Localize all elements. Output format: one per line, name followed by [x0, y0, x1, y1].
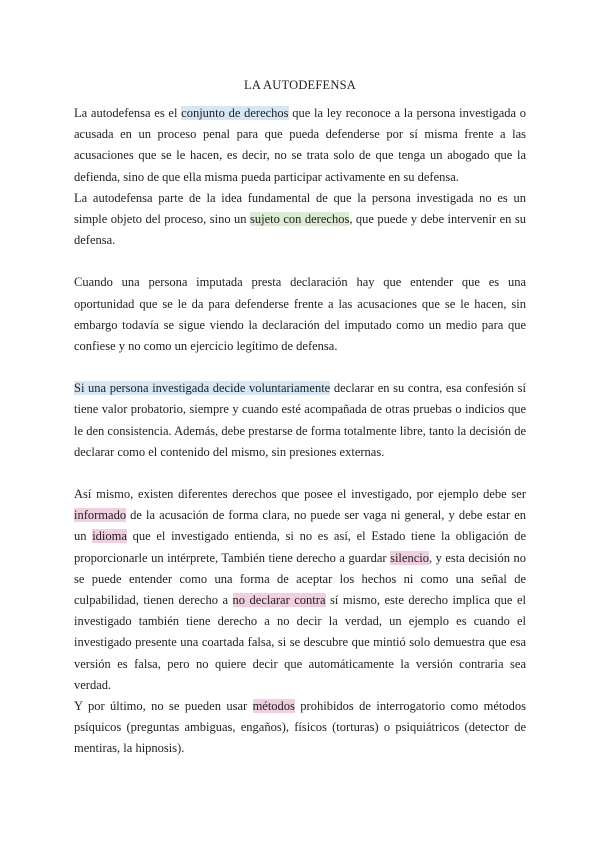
text-segment: , y esta decisión no se puede entender como una forma de aceptar los hechos ni como una señal de culpabilidad, tienen derecho a: [74, 550, 526, 608]
highlight-decide-voluntariamente: Si una persona investigada decide voluntariamente: [74, 381, 331, 396]
text-segment: declarar en su contra, esa confesión sí tiene valor probatorio, siempre y cuando esté acompañada de otras pruebas o indicios que le den consistencia. Además, debe prestarse de forma totalmente libre, tanto la decisión de declarar como el contenido del mismo, sin presiones externas.: [74, 381, 526, 459]
document-body: [74, 103, 526, 760]
text-segment: La autodefensa parte de la idea fundamental de que la persona investigada no es un simple objeto del proceso, sino un: [74, 190, 526, 227]
highlight-sujeto-con-derechos: sujeto con derechos: [250, 212, 350, 227]
highlight-silencio: silencio: [390, 550, 429, 565]
highlight-conjunto-de-derechos: conjunto de derechos: [181, 106, 289, 120]
text-segment: sí mismo, este derecho implica que el investigado también tiene derecho a no decir la verdad, un ejemplo es cuando el investigado presente una coartada falsa, si se descubre que mintió solo demuestra que esa versión es falsa, pero no quiere decir que automáticamente la versión contraria sea verdad.: [74, 593, 526, 692]
paragraph-confesion: [74, 378, 526, 463]
highlight-idioma: idioma: [92, 529, 127, 544]
document-title: LA AUTODEFENSA: [244, 78, 356, 92]
paragraph-fundamental-idea: [74, 188, 526, 252]
highlight-no-declarar-contra: no declarar contra: [232, 593, 326, 608]
highlight-metodos: métodos: [252, 699, 295, 714]
text-segment: de la acusación de forma clara, no puede ser vaga ni general, y debe estar en un: [74, 508, 526, 544]
paragraph-metodos-prohibidos: [74, 696, 526, 760]
text-segment: , que puede y debe intervenir en su defensa.: [74, 212, 526, 248]
paragraph-derechos: [74, 484, 526, 696]
text-segment: que el investigado entienda, si no es así, el Estado tiene la obligación de proporcionarle un intérprete, También tiene derecho a guardar: [74, 529, 527, 565]
text-segment: La autodefensa es el: [74, 106, 182, 120]
text-segment: Y por último, no se pueden usar: [74, 699, 253, 714]
highlight-informado: informado: [74, 508, 127, 523]
text-segment: prohibidos de interrogatorio como métodos psíquicos (preguntas ambiguas, engaños), físicos (torturas) o psiquiátricos (detector de mentiras, la hipnosis).: [74, 699, 526, 756]
text-segment: que la ley reconoce a la persona investigada o acusada en un proceso penal para que pueda defenderse por sí misma frente a las acusaciones que se le hacen, es decir, no se trata solo de que tenga un abogado que la defienda, sino de que ella misma pueda participar activamente en su defensa.: [74, 106, 526, 184]
text-segment: Así mismo, existen diferentes derechos que posee el investigado, por ejemplo debe ser: [74, 487, 526, 502]
paragraph-declaracion: Cuando una persona imputada presta declaración hay que entender que es una oportunidad que se le da para defenderse frente a las acusaciones que se le hacen, sin embargo todavía se sigue viendo la declaración del imputado como un medio para que confiese y no como un ejercicio legítimo de defensa.: [74, 275, 526, 354]
paragraph-definition: [74, 103, 526, 188]
